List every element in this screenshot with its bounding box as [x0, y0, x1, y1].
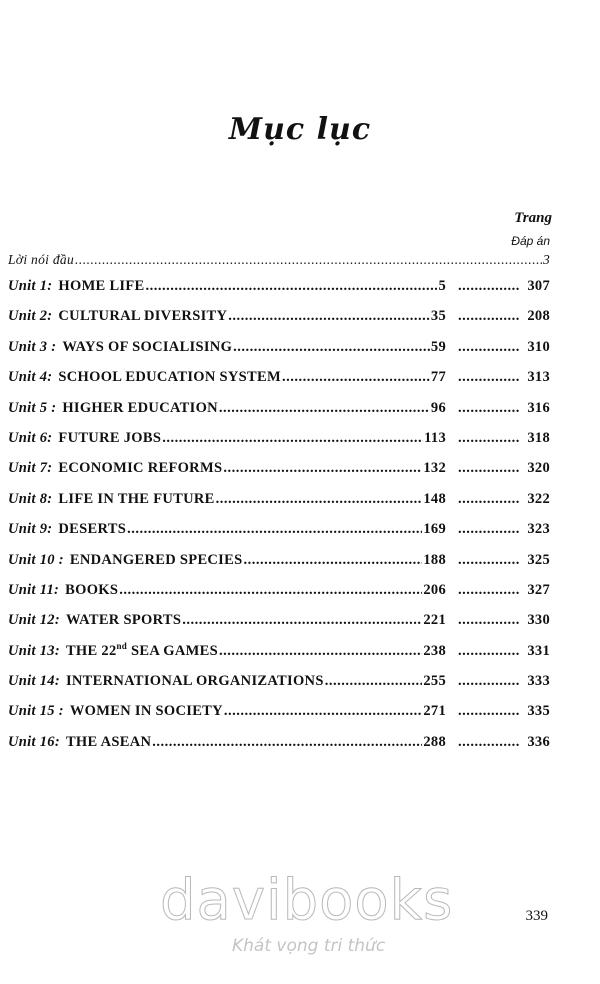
dot-leader: [458, 278, 520, 295]
unit-label: Unit 14:: [8, 673, 60, 690]
dot-leader: [152, 734, 422, 751]
unit-topic: HIGHER EDUCATION: [62, 399, 218, 416]
unit-topic: WOMEN IN SOCIETY: [69, 703, 223, 720]
unit-topic: THE ASEAN: [65, 733, 152, 750]
dot-leader: [458, 673, 520, 690]
dot-leader: [458, 308, 520, 325]
page-number: 339: [525, 908, 548, 924]
unit-page: 271: [423, 703, 446, 720]
unit-label: Unit 6:: [8, 429, 53, 446]
unit-topic-post: SEA GAMES: [127, 642, 218, 659]
unit-page: 255: [423, 673, 446, 690]
toc-row-intro: [8, 252, 550, 278]
unit-label: Unit 9:: [8, 521, 53, 538]
toc-row-unit-7: [8, 460, 550, 490]
dot-leader: [458, 612, 520, 629]
toc-row-unit-11: [8, 582, 550, 612]
dot-leader: [127, 521, 422, 538]
dot-leader: [458, 734, 520, 751]
toc-row-unit-14: [8, 673, 550, 703]
dot-leader: [75, 252, 542, 268]
unit-label: Unit 13:: [8, 642, 60, 659]
dot-leader: [282, 369, 430, 386]
dot-leader: [458, 430, 520, 447]
answer-page: 336: [527, 733, 550, 750]
unit-label: Unit 11:: [8, 581, 60, 598]
answer-page: 307: [527, 278, 550, 294]
unit-label: Unit 2:: [8, 308, 53, 325]
toc-row-unit-10: [8, 552, 550, 582]
answer-page: 327: [527, 581, 550, 598]
unit-label: Unit 7:: [8, 460, 53, 477]
dot-leader: [458, 491, 520, 508]
unit-label: Unit 8:: [8, 490, 53, 507]
answer-page: 330: [527, 612, 550, 629]
answer-page: 335: [527, 703, 550, 720]
toc-row-unit-5: [8, 400, 550, 430]
unit-label: Unit 10 :: [8, 551, 64, 568]
dot-leader: [219, 400, 430, 417]
table-of-contents: [8, 252, 550, 764]
unit-topic: DESERTS: [58, 521, 127, 538]
unit-topic: [65, 640, 218, 660]
unit-page: 148: [423, 490, 446, 507]
unit-page: 288: [423, 733, 446, 750]
page-title: Mục lục: [228, 112, 372, 147]
answer-page: 318: [527, 429, 550, 446]
answer-page: 333: [527, 673, 550, 690]
unit-page: 132: [423, 460, 446, 477]
dot-leader: [146, 278, 438, 295]
toc-row-unit-3: [8, 339, 550, 369]
watermark-slogan: Khát vọng tri thức: [232, 936, 386, 956]
intro-page: 3: [542, 252, 550, 267]
dot-leader: [458, 460, 520, 477]
intro-label: Lời nói đầu: [8, 252, 75, 267]
unit-page: 221: [423, 612, 446, 629]
toc-row-unit-1: [8, 278, 550, 308]
unit-topic: FUTURE JOBS: [58, 429, 162, 446]
dot-leader: [458, 582, 520, 599]
unit-page: 169: [423, 521, 446, 538]
unit-topic: LIFE IN THE FUTURE: [58, 490, 215, 507]
unit-page: 77: [430, 369, 446, 386]
unit-label: Unit 16:: [8, 733, 60, 750]
toc-row-unit-6: [8, 430, 550, 460]
unit-topic: CULTURAL DIVERSITY: [58, 308, 228, 325]
answer-page: 323: [527, 521, 550, 538]
unit-page: 188: [423, 551, 446, 568]
answer-page: 313: [527, 369, 550, 386]
unit-page: 238: [423, 642, 446, 659]
dot-leader: [228, 308, 430, 325]
toc-row-unit-16: [8, 734, 550, 764]
unit-page: 96: [430, 399, 446, 416]
dot-leader: [119, 582, 422, 599]
dot-leader: [458, 643, 520, 660]
unit-topic: HOME LIFE: [58, 278, 145, 294]
dot-leader: [216, 491, 423, 508]
answer-page: 331: [527, 642, 550, 659]
dot-leader: [243, 552, 422, 569]
watermark-logo: davibooks: [160, 868, 454, 933]
ordinal-suffix: nd: [116, 640, 128, 651]
toc-row-unit-9: [8, 521, 550, 551]
dot-leader: [458, 369, 520, 386]
unit-label: Unit 4:: [8, 369, 53, 386]
unit-page: 206: [423, 581, 446, 598]
unit-topic-pre: THE 22: [65, 642, 117, 659]
answer-column-header: Đáp án: [511, 234, 550, 248]
unit-topic: BOOKS: [65, 581, 119, 598]
dot-leader: [325, 673, 423, 690]
toc-row-unit-4: [8, 369, 550, 399]
dot-leader: [458, 521, 520, 538]
answer-page: 325: [527, 551, 550, 568]
toc-row-unit-15: [8, 703, 550, 733]
unit-label: Unit 5 :: [8, 399, 57, 416]
unit-topic: SCHOOL EDUCATION SYSTEM: [58, 369, 281, 386]
dot-leader: [182, 612, 422, 629]
toc-row-unit-12: [8, 612, 550, 642]
dot-leader: [219, 643, 422, 660]
unit-page: 35: [430, 308, 446, 325]
unit-topic: INTERNATIONAL ORGANIZATIONS: [65, 673, 324, 690]
unit-topic: WAYS OF SOCIALISING: [62, 338, 233, 355]
unit-topic: ENDANGERED SPECIES: [69, 551, 243, 568]
dot-leader: [224, 703, 422, 720]
dot-leader: [458, 703, 520, 720]
dot-leader: [223, 460, 422, 477]
toc-row-unit-8: [8, 491, 550, 521]
unit-page: 5: [438, 278, 446, 294]
page-column-header: Trang: [514, 210, 552, 226]
dot-leader: [458, 552, 520, 569]
dot-leader: [162, 430, 423, 447]
unit-label: Unit 15 :: [8, 703, 64, 720]
dot-leader: [233, 339, 430, 356]
answer-page: 310: [527, 338, 550, 355]
unit-topic: WATER SPORTS: [65, 612, 182, 629]
unit-page: 113: [424, 429, 446, 446]
answer-page: 322: [527, 490, 550, 507]
unit-label: Unit 3 :: [8, 338, 57, 355]
unit-label: Unit 1:: [8, 278, 53, 294]
answer-page: 320: [527, 460, 550, 477]
answer-page: 316: [527, 399, 550, 416]
dot-leader: [458, 400, 520, 417]
answer-page: 208: [527, 308, 550, 325]
toc-row-unit-2: [8, 308, 550, 338]
unit-label: Unit 12:: [8, 612, 60, 629]
unit-page: 59: [430, 338, 446, 355]
dot-leader: [458, 339, 520, 356]
unit-topic: ECONOMIC REFORMS: [58, 460, 223, 477]
toc-row-unit-13: [8, 640, 550, 673]
